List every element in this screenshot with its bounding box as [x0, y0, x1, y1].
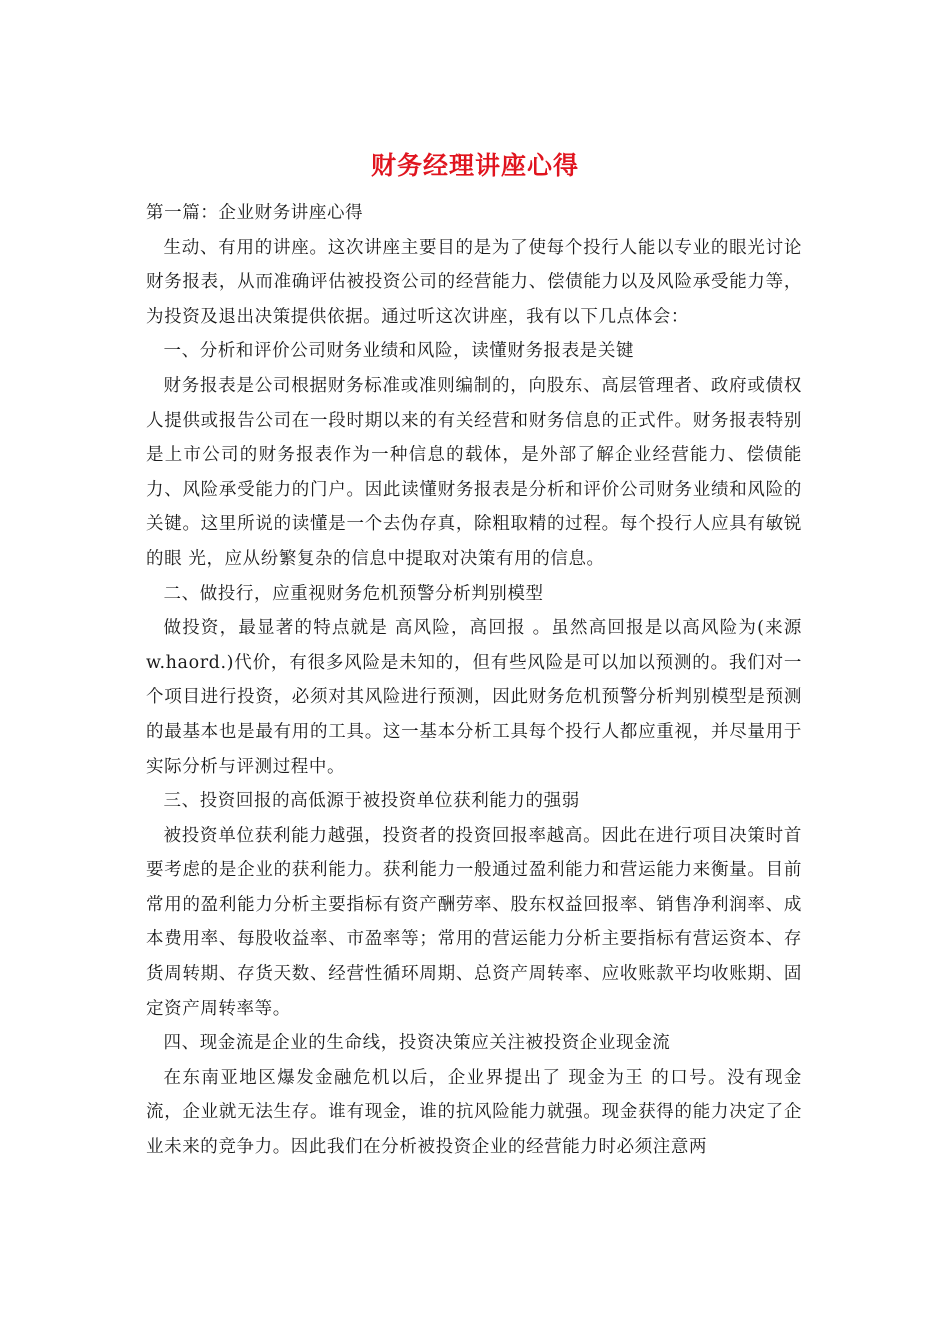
section-heading-1: 一、分析和评价公司财务业绩和风险，读懂财务报表是关键	[163, 341, 635, 362]
document-title: 财务经理讲座心得	[370, 151, 579, 180]
section-heading-2: 二、做投行，应重视财务危机预警分析判别模型	[163, 583, 544, 604]
document-body	[146, 196, 802, 1165]
paragraph-intro: 生动、有用的讲座。这次讲座主要目的是为了使每个投行人能以专业的眼光讨论财务报表，从而准确评估被投资公司的经营能力、偿债能力以及风险承受能力等，为投资及退出决策提供依据。通过听这次讲座，我有以下几点体会：	[146, 237, 802, 327]
paragraph-section-1: 财务报表是公司根据财务标准或准则编制的，向股东、高层管理者、政府或债权人提供或报告公司在一段时期以来的有关经营和财务信息的正式件。财务报表特别是上市公司的财务报表作为一种信息的载体，是外部了解企业经营能力、偿债能力、风险承受能力的门户。因此读懂财务报表是分析和评价公司财务业绩和风险的关键。这里所说的读懂是一个去伪存真，除粗取精的过程。每个投行人应具有敏锐的眼 光，应从纷繁复杂的信息中提取对决策有用的信息。	[146, 375, 802, 569]
paragraph-section-3: 被投资单位获利能力越强，投资者的投资回报率越高。因此在进行项目决策时首要考虑的是企业的获利能力。获利能力一般通过盈利能力和营运能力来衡量。目前常用的盈利能力分析主要指标有资产酬劳率、股东权益回报率、销售净利润率、成本费用率、每股收益率、市盈率等；常用的营运能力分析主要指标有营运资本、存货周转期、存货天数、经营性循环周期、总资产周转率、应收账款平均收账期、固定资产周转率等。	[146, 825, 802, 1019]
section-heading-4: 四、现金流是企业的生命线，投资决策应关注被投资企业现金流	[163, 1033, 671, 1054]
paragraph-section-4: 在东南亚地区爆发金融危机以后，企业界提出了 现金为王 的口号。没有现金流，企业就无法生存。谁有现金，谁的抗风险能力就强。现金获得的能力决定了企业未来的竞争力。因此我们在分析被投资企业的经营能力时必须注意两	[146, 1067, 802, 1158]
document-subtitle: 第一篇：企业财务讲座心得	[146, 203, 364, 223]
paragraph-section-2: 做投资，最显著的特点就是 高风险，高回报 。虽然高回报是以高风险为(来源 w.haord.)代价，有很多风险是未知的，但有些风险是可以加以预测的。我们对一个项目进行投资，必须对其风险进行预测，因此财务危机预警分析判别模型是预测的最基本也是最有用的工具。这一基本分析工具每个投行人都应重视，并尽量用于实际分析与评测过程中。	[146, 618, 802, 777]
section-heading-3: 三、投资回报的高低源于被投资单位获利能力的强弱	[163, 791, 580, 812]
